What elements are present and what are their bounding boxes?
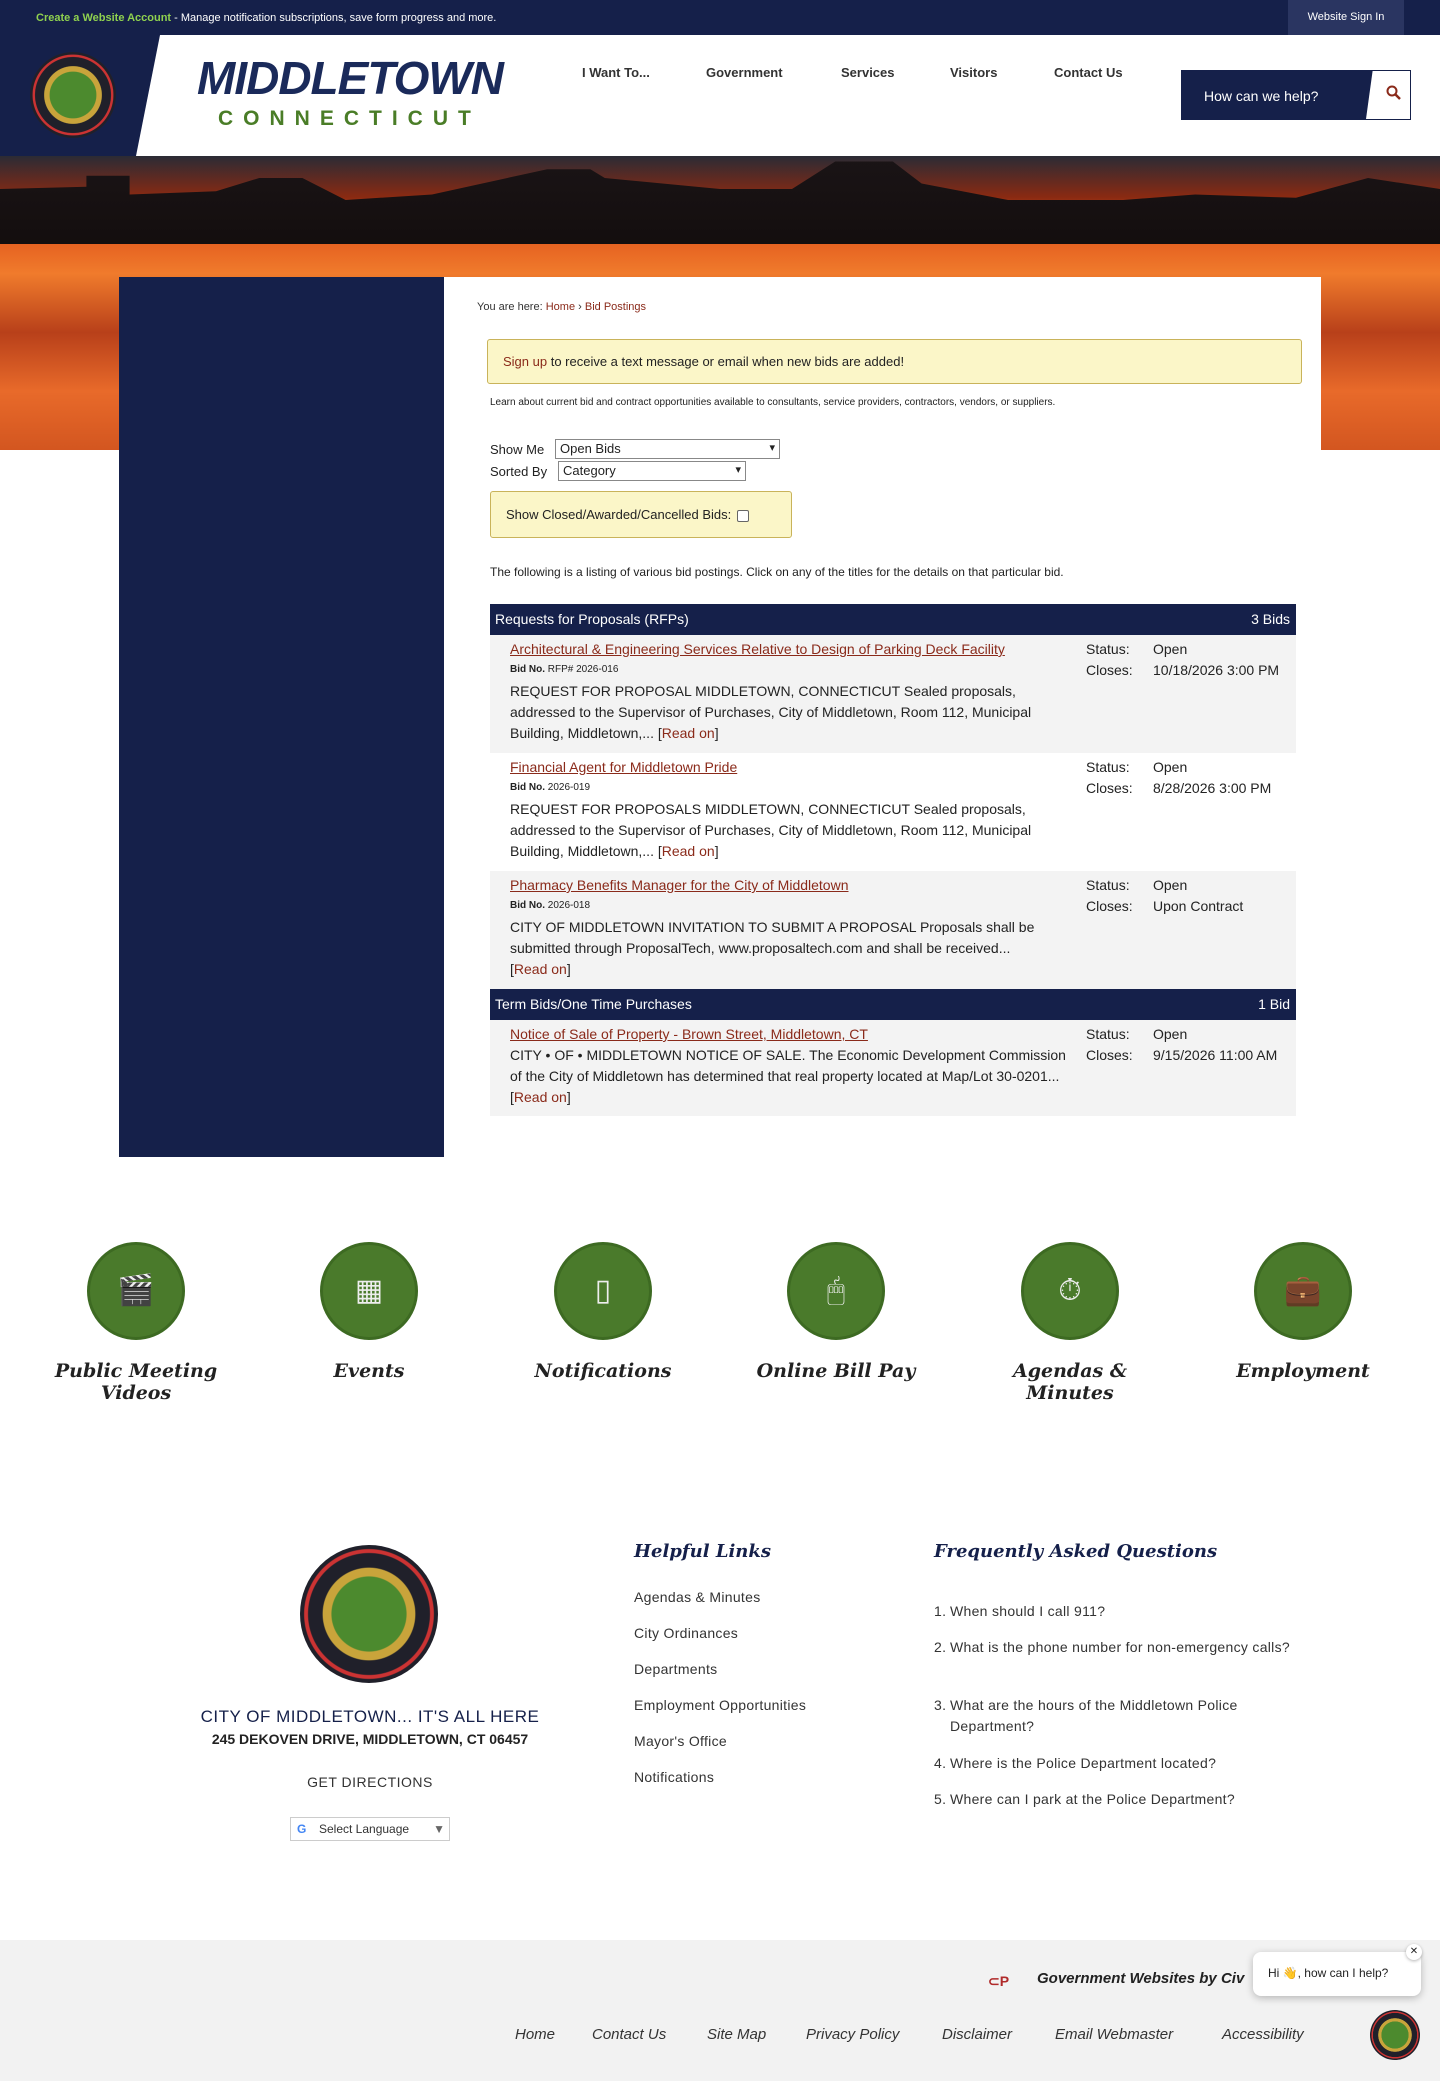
main-content — [444, 277, 1321, 1157]
bid-description: CITY OF MIDDLETOWN INVITATION TO SUBMIT A PROPOSAL Proposals shall be submitted through ProposalTech, www.proposaltech.com and shall be received... [Read on] — [510, 917, 1085, 980]
helpful-links-heading: Helpful Links — [634, 1541, 772, 1562]
bid-desc-line: Building, Middletown,... — [510, 725, 658, 741]
bid-desc-line: REQUEST FOR PROPOSAL MIDDLETOWN, CONNECTICUT Sealed proposals, — [510, 683, 1016, 699]
bid-row — [490, 753, 1296, 871]
sorted-by-label: Sorted By — [490, 464, 548, 479]
signup-text: to receive a text message or email when new bids are added! — [547, 354, 905, 369]
logo-sub: CONNECTICUT — [218, 107, 481, 130]
closes-label: Closes: — [1086, 1047, 1133, 1063]
bid-number — [510, 663, 618, 677]
read-on-link[interactable]: Read on — [513, 961, 567, 977]
faq-question[interactable]: What are the hours of the Middletown Police Department? — [950, 1697, 1238, 1734]
mouse-icon: 🖱 — [827, 1274, 845, 1307]
breadcrumb-home[interactable]: Home — [545, 301, 576, 313]
skyline-image — [0, 156, 1440, 266]
bid-number — [510, 781, 590, 795]
quick-link-label: Employment — [1236, 1360, 1370, 1382]
google-icon: G — [297, 1822, 307, 1836]
chevron-down-icon: ▾ — [769, 442, 775, 454]
helpful-link[interactable]: City Ordinances — [634, 1625, 739, 1641]
faq-question[interactable]: Where can I park at the Police Department? — [950, 1791, 1235, 1807]
chat-bubble[interactable]: Hi 👋, how can I help? — [1253, 1952, 1421, 1996]
top-bar — [0, 0, 1440, 35]
quick-link-agendas-minutes[interactable] — [970, 1242, 1170, 1404]
calendar-icon-circle — [320, 1242, 418, 1340]
signup-link[interactable]: Sign up — [503, 354, 548, 369]
breadcrumb-current[interactable]: Bid Postings — [584, 301, 647, 313]
faq-item[interactable]: 1. When should I call 911? — [934, 1603, 1106, 1619]
footer-tagline: CITY OF MIDDLETOWN... IT'S ALL HERE — [200, 1707, 540, 1726]
status-value: Open — [1153, 877, 1188, 893]
calendar-icon: ▦ — [354, 1274, 384, 1307]
chevron-down-icon: ▾ — [735, 464, 741, 476]
civicplus-credit[interactable]: Government Websites by Civ — [1037, 1970, 1245, 1987]
signup-alert — [487, 339, 1302, 384]
bid-row — [490, 635, 1296, 753]
select-language-link[interactable]: Select Language — [319, 1822, 410, 1836]
learn-text: Learn about current bid and contract opportunities available to consultants, service providers, contractors, vendors, or suppliers. — [490, 397, 1056, 408]
category-count: 3 Bids — [1251, 611, 1290, 627]
faq-question[interactable]: Where is the Police Department located? — [950, 1755, 1217, 1771]
bid-number-value: 2026-019 — [547, 782, 591, 793]
bid-desc-line: CITY • OF • MIDDLETOWN NOTICE OF SALE. The Economic Development Commission — [510, 1047, 1066, 1063]
bottom-link-site-map[interactable]: Site Map — [707, 2026, 767, 2043]
quick-link-label: Public Meeting Videos — [54, 1360, 218, 1404]
faq-item[interactable]: 2. What is the phone number for non-emergency calls? — [934, 1639, 1290, 1655]
show-me-value: Open Bids — [560, 441, 621, 456]
quick-link-label: Agendas & Minutes — [1013, 1360, 1127, 1404]
status-label: Status: — [1086, 759, 1130, 775]
faq-question[interactable]: What is the phone number for non-emergency calls? — [950, 1639, 1290, 1655]
status-label: Status: — [1086, 877, 1130, 893]
faq-question[interactable]: When should I call 911? — [950, 1603, 1106, 1619]
read-on-link[interactable]: Read on — [513, 1089, 567, 1105]
nav-visitors[interactable]: Visitors — [950, 65, 998, 80]
category-name: Requests for Proposals (RFPs) — [495, 611, 689, 627]
mouse-icon-circle — [787, 1242, 885, 1340]
bid-desc-line: addressed to the Supervisor of Purchases, City of Middletown, Room 112, Municipal — [510, 704, 1032, 720]
closed-bids-filter — [490, 491, 792, 538]
video-icon-circle — [87, 1242, 185, 1340]
bid-desc-line: of the City of Middletown has determined that real property located at Map/Lot 30-0201... — [510, 1068, 1060, 1084]
listing-intro: The following is a listing of various bid postings. Click on any of the titles for the details on that particular bid. — [490, 565, 1064, 579]
civicplus-logo-icon[interactable]: ⊂P — [988, 1973, 1010, 1989]
helpful-link[interactable]: Departments — [634, 1661, 718, 1677]
nav-i-want-to[interactable]: I Want To... — [582, 65, 650, 80]
chevron-down-icon: ▼ — [433, 1822, 445, 1836]
closes-value: 9/15/2026 11:00 AM — [1153, 1047, 1278, 1063]
status-value: Open — [1153, 1026, 1188, 1042]
phone-icon-circle — [554, 1242, 652, 1340]
status-label: Status: — [1086, 1026, 1130, 1042]
bid-desc-line: CITY OF MIDDLETOWN INVITATION TO SUBMIT A PROPOSAL Proposals shall be — [510, 919, 1035, 935]
bid-status-labels — [1086, 875, 1133, 917]
quick-link-employment[interactable] — [1203, 1242, 1403, 1382]
search-button[interactable] — [1366, 71, 1410, 119]
account-desc: - Manage notification subscriptions, save form progress and more. — [171, 12, 497, 24]
bid-status-labels — [1086, 1024, 1133, 1066]
faq-item[interactable]: 5. Where can I park at the Police Department? — [934, 1791, 1235, 1807]
seal-panel — [0, 35, 160, 156]
closes-label: Closes: — [1086, 662, 1133, 678]
get-directions-link[interactable]: GET DIRECTIONS — [307, 1774, 433, 1790]
bid-status-labels — [1086, 757, 1133, 799]
search-box[interactable] — [1181, 70, 1411, 120]
create-account-link[interactable]: Create a Website Account — [36, 12, 172, 24]
bid-description: REQUEST FOR PROPOSALS MIDDLETOWN, CONNECTICUT Sealed proposals, addressed to the Supervisor of Purchases, City of Middletown, Room 112, Municipal Building, Middletown,... [Read on] — [510, 799, 1085, 862]
helpful-link[interactable]: Employment Opportunities — [634, 1697, 807, 1713]
city-seal-icon[interactable] — [30, 52, 116, 138]
bottom-link-home[interactable]: Home — [515, 2026, 556, 2043]
quick-link-online-bill-pay[interactable] — [736, 1242, 936, 1382]
bottom-link-email-webmaster[interactable]: Email Webmaster — [1055, 2026, 1174, 2043]
quick-link-label: Events — [333, 1360, 405, 1382]
category-count: 1 Bid — [1258, 996, 1290, 1012]
helpful-link[interactable]: Notifications — [634, 1769, 715, 1785]
site-header — [0, 35, 1440, 156]
bid-desc-line: REQUEST FOR PROPOSALS MIDDLETOWN, CONNECTICUT Sealed proposals, — [510, 801, 1026, 817]
footer-city-seal-icon — [300, 1545, 438, 1683]
breadcrumb-separator: › — [578, 301, 582, 313]
bottom-link-disclaimer[interactable]: Disclaimer — [942, 2026, 1013, 2043]
bid-title-link[interactable]: Notice of Sale of Property - Brown Street, Middletown, CT — [510, 1026, 868, 1042]
closes-label: Closes: — [1086, 780, 1133, 796]
bid-title-link[interactable]: Architectural & Engineering Services Relative to Design of Parking Deck Facility — [510, 641, 1005, 657]
helpful-link[interactable]: Agendas & Minutes — [634, 1589, 761, 1605]
status-value: Open — [1153, 759, 1188, 775]
bid-row — [490, 871, 1296, 989]
bid-number-label: Bid No. — [510, 782, 545, 793]
language-selector[interactable] — [290, 1817, 450, 1841]
chat-avatar-icon[interactable] — [1370, 2010, 1420, 2060]
closes-value: Upon Contract — [1153, 898, 1244, 914]
account-message — [36, 12, 496, 24]
briefcase-icon-circle — [1254, 1242, 1352, 1340]
helpful-link[interactable]: Mayor's Office — [634, 1733, 727, 1749]
bottom-link-privacy-policy[interactable]: Privacy Policy — [806, 2026, 900, 2043]
nav-government[interactable]: Government — [706, 65, 783, 80]
logo-main[interactable]: MIDDLETOWN — [197, 52, 504, 104]
category-name: Term Bids/One Time Purchases — [495, 996, 692, 1012]
read-on-link[interactable]: Read on — [661, 843, 715, 859]
show-me-label: Show Me — [490, 442, 545, 457]
bid-number — [510, 899, 590, 913]
bid-status-values — [1153, 1024, 1283, 1066]
quick-link-events[interactable] — [269, 1242, 469, 1382]
read-on-link[interactable]: Read on — [661, 725, 715, 741]
category-header-rfps — [490, 604, 1296, 635]
closes-value: 10/18/2026 3:00 PM — [1153, 662, 1280, 678]
bid-title-link[interactable]: Financial Agent for Middletown Pride — [510, 759, 738, 775]
stopwatch-icon: ⏱ — [1058, 1274, 1082, 1307]
bid-number-value: 2026-018 — [547, 900, 591, 911]
stopwatch-icon-circle — [1021, 1242, 1119, 1340]
search-icon — [1386, 85, 1402, 101]
closed-bids-checkbox[interactable] — [737, 510, 749, 522]
bid-title-link[interactable]: Pharmacy Benefits Manager for the City of Middletown — [510, 877, 849, 893]
bottom-link-accessibility[interactable]: Accessibility — [1222, 2026, 1304, 2043]
closed-bids-label: Show Closed/Awarded/Cancelled Bids: — [506, 507, 732, 522]
search-input[interactable]: How can we help? — [1204, 88, 1319, 104]
bid-number-label: Bid No. — [510, 664, 545, 675]
faq-item[interactable]: 3. What are the hours of the Middletown Police Department? — [934, 1697, 1238, 1734]
bid-status-values — [1153, 757, 1283, 799]
status-label: Status: — [1086, 641, 1130, 657]
sidebar — [119, 277, 444, 1157]
bid-status-labels — [1086, 639, 1133, 681]
faq-item[interactable]: 4. Where is the Police Department located? — [934, 1755, 1217, 1771]
bid-number-value: RFP# 2026-016 — [547, 664, 619, 675]
briefcase-icon: 💼 — [1284, 1274, 1322, 1307]
video-icon: 🎬 — [117, 1274, 155, 1307]
breadcrumb-prefix: You are here: — [477, 301, 543, 313]
bid-row — [490, 1020, 1296, 1116]
bid-status-values — [1153, 875, 1283, 917]
breadcrumb — [477, 301, 646, 313]
bid-number-label: Bid No. — [510, 900, 545, 911]
bid-status-values — [1153, 639, 1283, 681]
nav-contact-us[interactable]: Contact Us — [1054, 65, 1123, 80]
sorted-by-value: Category — [563, 463, 616, 478]
category-header-term-bids — [490, 989, 1296, 1020]
quick-link-label: Online Bill Pay — [756, 1360, 916, 1382]
bid-description: CITY • OF • MIDDLETOWN NOTICE OF SALE. The Economic Development Commission of the City of Middletown has determined that real property located at Map/Lot 30-0201... [Read on] — [510, 1045, 1085, 1108]
bid-desc-line: addressed to the Supervisor of Purchases, City of Middletown, Room 112, Municipal — [510, 822, 1032, 838]
quick-link-notifications[interactable] — [503, 1242, 703, 1382]
show-me-select[interactable] — [555, 439, 780, 459]
status-value: Open — [1153, 641, 1188, 657]
nav-services[interactable]: Services — [841, 65, 895, 80]
bid-desc-line: Building, Middletown,... — [510, 843, 658, 859]
closes-label: Closes: — [1086, 898, 1133, 914]
footer-address: 245 DEKOVEN DRIVE, MIDDLETOWN, CT 06457 — [211, 1731, 529, 1747]
closes-value: 8/28/2026 3:00 PM — [1153, 780, 1272, 796]
bid-description: REQUEST FOR PROPOSAL MIDDLETOWN, CONNECTICUT Sealed proposals, addressed to the Supervisor of Purchases, City of Middletown, Room 112, Municipal Building, Middletown,... [Read on] — [510, 681, 1085, 744]
chat-close-icon[interactable]: ✕ — [1406, 1944, 1422, 1960]
phone-icon: ▯ — [594, 1274, 612, 1307]
faq-heading: Frequently Asked Questions — [934, 1541, 1218, 1562]
bid-desc-line: submitted through ProposalTech, www.proposaltech.com and shall be received... — [510, 940, 1011, 956]
bottom-footer — [0, 1940, 1440, 2081]
quick-link-label: Notifications — [534, 1360, 672, 1382]
bottom-link-contact-us[interactable]: Contact Us — [592, 2026, 667, 2043]
sorted-by-select[interactable] — [558, 461, 746, 481]
quick-link-public-meeting-videos[interactable] — [36, 1242, 236, 1404]
website-sign-in-button[interactable]: Website Sign In — [1288, 0, 1404, 35]
